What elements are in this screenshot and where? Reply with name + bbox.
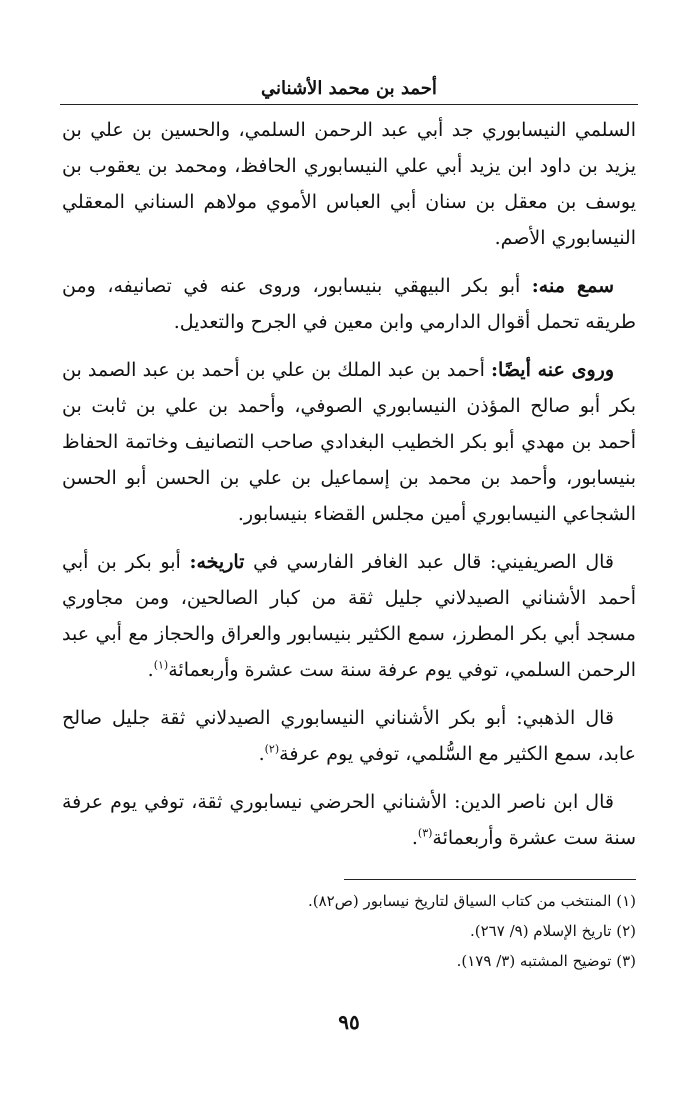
- paragraph-text: أبو بكر بن أبي أحمد الأشناني الصيدلاني جليل ثقة من كبار الصالحين، ومن مجاوري مسجد أبي بكر المطرز، سمع الكثير بنيسابور والعراق والحجاز مع أبي عبد الرحمن السلمي، توفي يوم عرفة سنة ست عشرة وأربعمائة: [62, 551, 636, 681]
- paragraph-dhahabi-quote: [62, 700, 636, 772]
- paragraph-text: السلمي النيسابوري جد أبي عبد الرحمن السلمي، والحسين بن علي بن يزيد بن داود ابن يزيد أبي علي النيسابوري الحافظ، ومحمد بن يعقوب بن يوسف بن معقل بن سنان أبي العباس الأموي مولاهم السناني المعقلي النيسابوري الأصم.: [62, 119, 636, 249]
- paragraph-heard-from-him: [62, 268, 636, 340]
- footnote-1: (١) المنتخب من كتاب السياق لتاريخ نيسابور (ص٨٢).: [307, 892, 636, 910]
- paragraph-sarifini-quote: [62, 544, 636, 688]
- paragraph-bold-word: تاريخه:: [189, 551, 245, 573]
- footnote-ref-3[interactable]: (٣): [417, 826, 433, 840]
- paragraph-text: قال ابن ناصر الدين: الأشناني الحرضي نيسابوري ثقة، توفي يوم عرفة سنة ست عشرة وأربعمائة: [62, 791, 636, 849]
- paragraph-prefix: قال الصريفيني: قال عبد الغافر الفارسي في: [244, 551, 614, 573]
- footnotes: [62, 886, 636, 976]
- running-header-title: أحمد بن محمد الأشناني: [261, 78, 437, 99]
- paragraph-lead: وروى عنه أيضًا:: [491, 359, 614, 381]
- paragraph-teachers-continued: [62, 112, 636, 256]
- footnote-2: (٢) تاريخ الإسلام (٩/ ٢٦٧).: [470, 922, 636, 940]
- page-number: ٩٥: [338, 1010, 360, 1034]
- paragraph-end: .: [147, 659, 154, 681]
- main-text: [62, 112, 636, 856]
- paragraph-text: أبو بكر البيهقي بنيسابور، وروى عنه في تصانيفه، ومن طريقه تحمل أقوال الدارمي وابن معين في الجرح والتعديل.: [62, 275, 636, 333]
- paragraph-end: .: [411, 827, 418, 849]
- paragraph-text: قال الذهبي: أبو بكر الأشناني النيسابوري الصيدلاني ثقة جليل صالح عابد، سمع الكثير مع السُّلمي، توفي يوم عرفة: [62, 707, 636, 765]
- footnote-ref-2[interactable]: (٢): [264, 742, 280, 756]
- paragraph-lead: سمع منه:: [531, 275, 614, 297]
- paragraph-ibn-nasir-quote: [62, 784, 636, 856]
- header-rule: [60, 104, 638, 105]
- paragraph-end: .: [258, 743, 265, 765]
- footnote-3: (٣) توضيح المشتبه (٣/ ١٧٩).: [456, 952, 636, 970]
- paragraph-also-narrated: [62, 352, 636, 532]
- footnote-separator: [344, 879, 636, 880]
- paragraph-text: أحمد بن عبد الملك بن علي بن أحمد بن عبد الصمد بن بكر أبو صالح المؤذن النيسابوري الصوفي، وأحمد بن علي بن ثابت بن أحمد بن مهدي أبو بكر الخطيب البغدادي صاحب التصانيف وخاتمة الحفاظ بنيسابور، وأحمد بن محمد بن إسماعيل بن علي بن الحسن أبو الحسن الشجاعي النيسابوري أمين مجلس القضاء بنيسابور.: [62, 359, 636, 525]
- footnote-ref-1[interactable]: (١): [153, 658, 169, 672]
